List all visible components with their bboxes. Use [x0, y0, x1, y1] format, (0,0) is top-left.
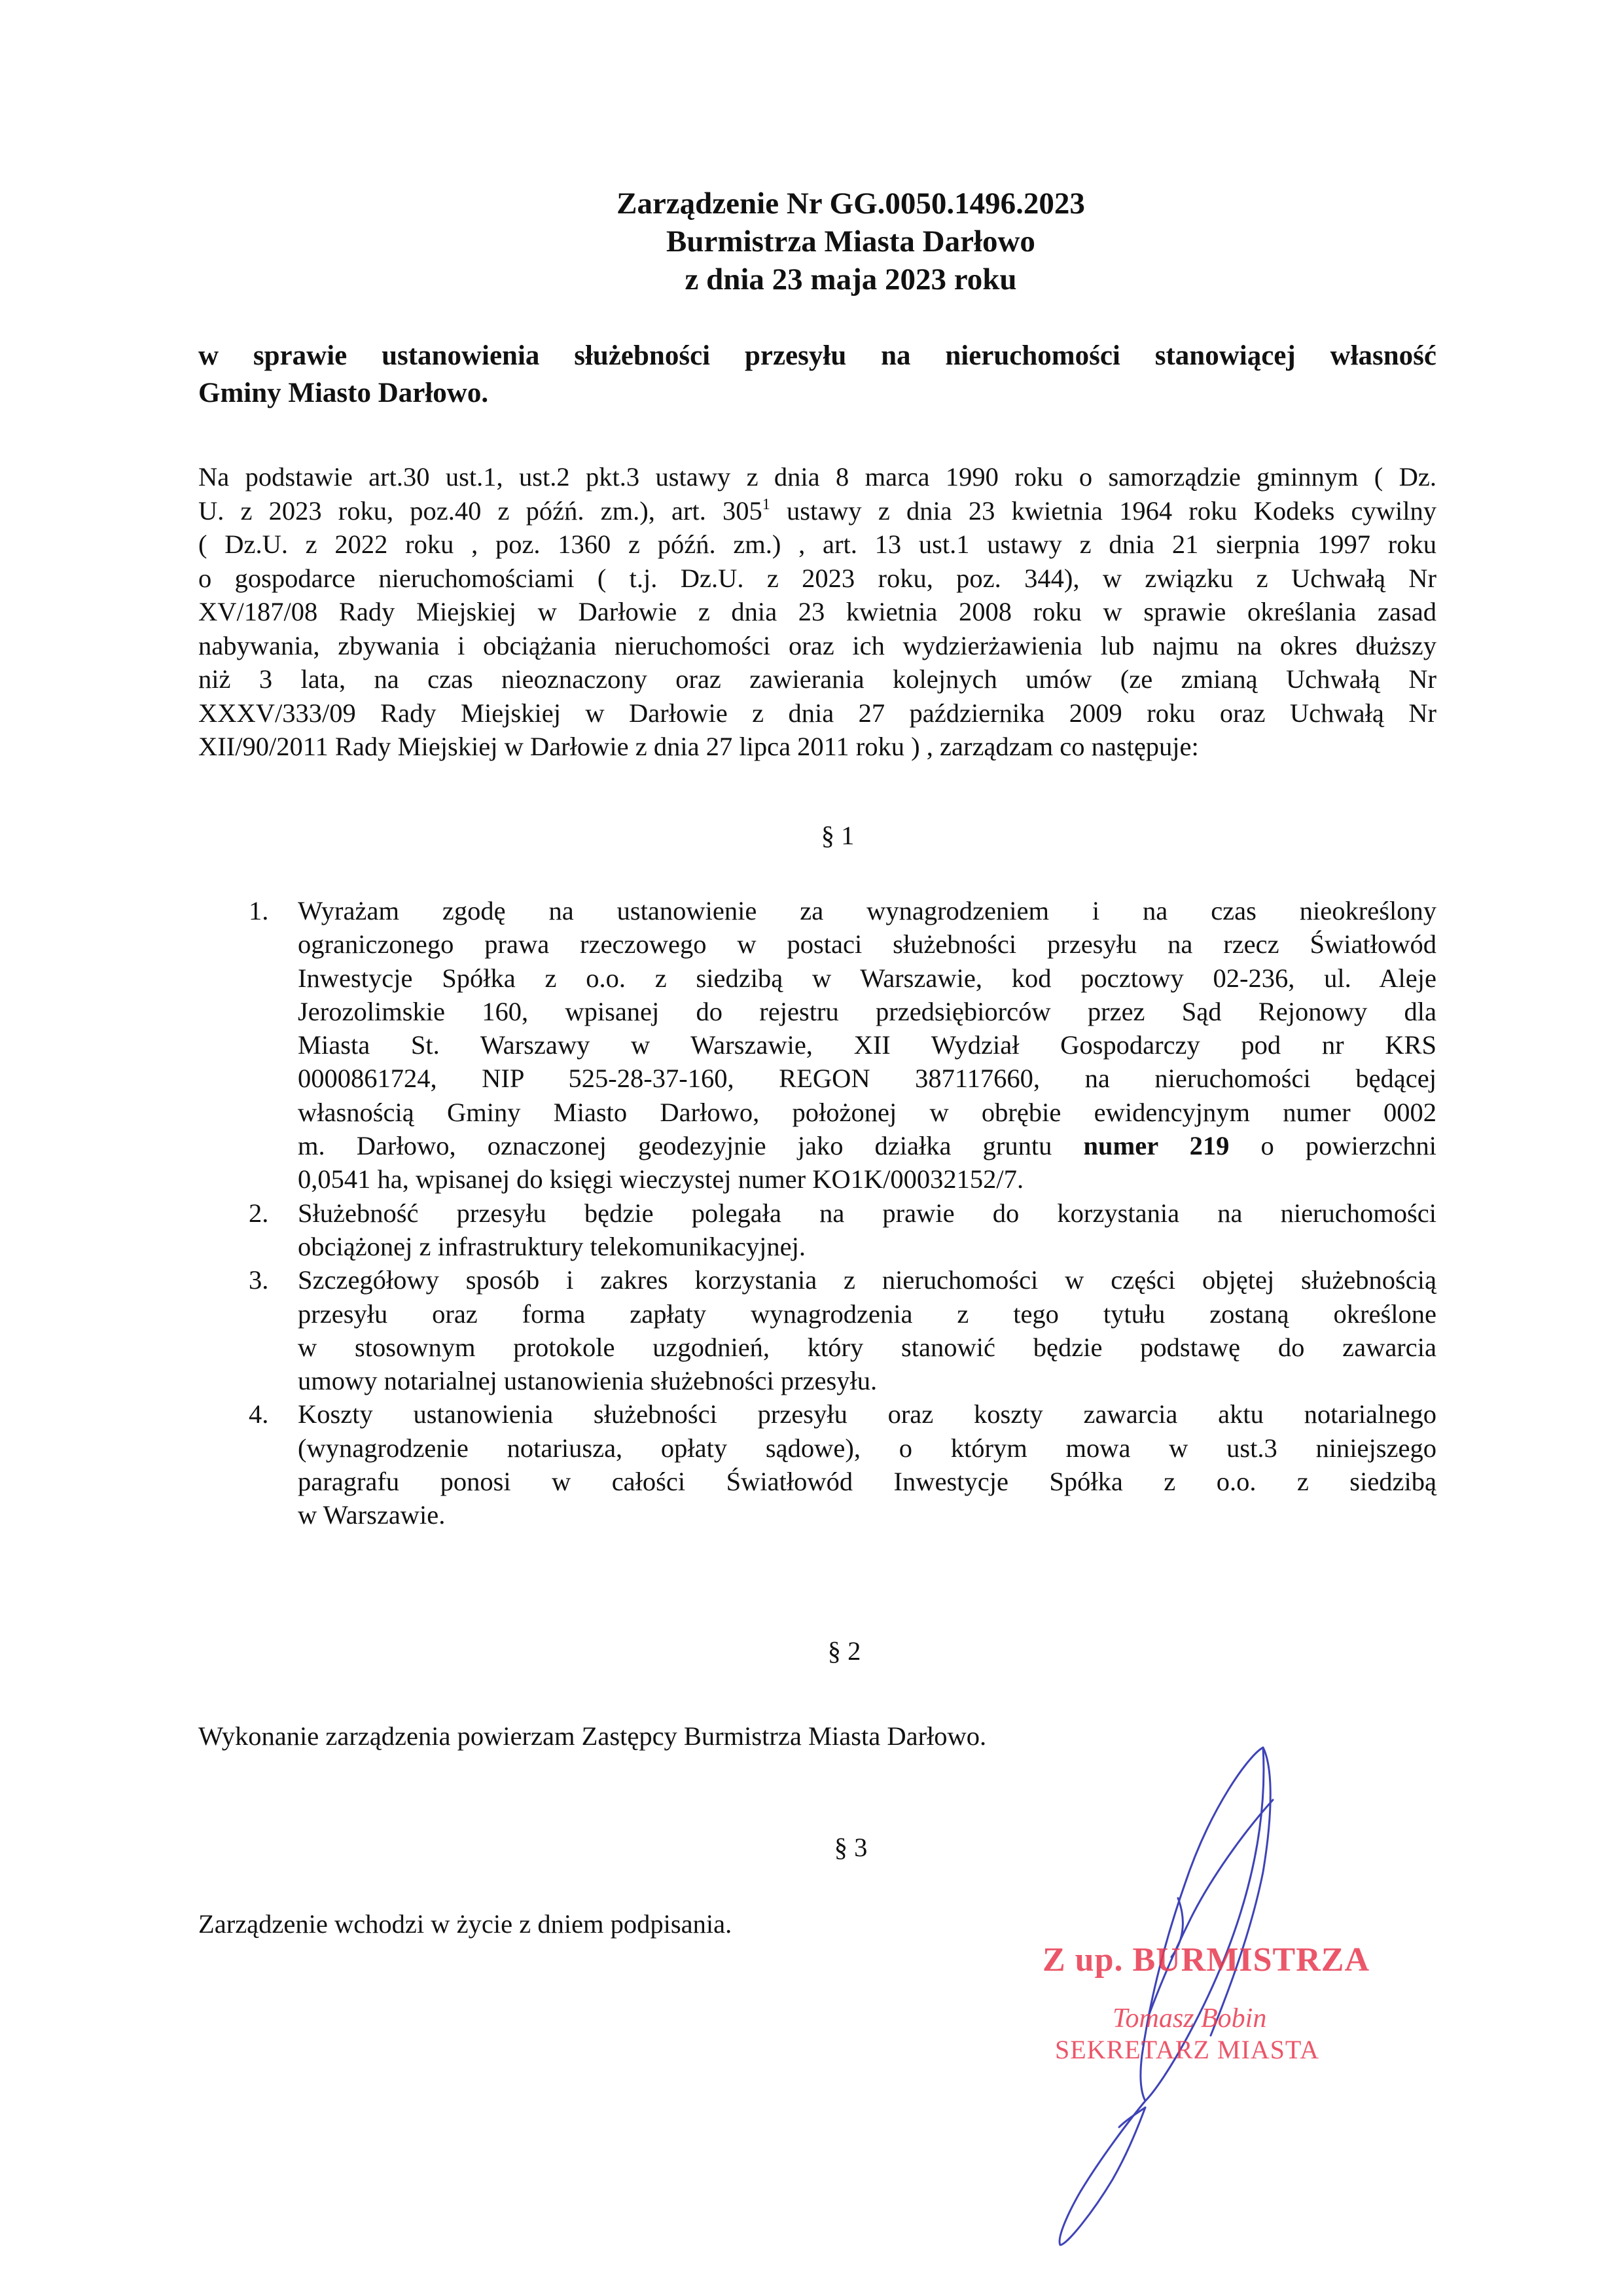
text-line: 0000861724, NIP 525-28-37-160, REGON 387117660, na nieruchomości będącej — [298, 1064, 1436, 1094]
subject-line-1: w sprawie ustanowienia służebności przesyłu na nieruchomości stanowiącej własność — [198, 340, 1436, 371]
text-line: U. z 2023 roku, poz.40 z późń. zm.), art. $305^1$ ustawy z dnia 23 kwietnia 1964 roku Kodeks cywilny — [198, 495, 1436, 526]
stamp-authorization: Z up. BURMISTRZA — [1043, 1941, 1370, 1979]
text-line: Wyrażam zgodę na ustanowienie za wynagrodzeniem i na czas nieokreślony — [298, 896, 1436, 925]
text-line: przesyłu oraz forma zapłaty wynagrodzenia z tego tytułu zostaną określone — [298, 1299, 1436, 1329]
text-line: m. Darłowo, oznaczonej geodezyjnie jako działka gruntu numer 219 o powierzchni — [298, 1131, 1436, 1161]
text-line: umowy notarialnej ustanowienia służebności przesyłu. — [298, 1366, 878, 1396]
list-item-number: 3. — [249, 1265, 269, 1295]
text-line: o gospodarce nieruchomościami ( t.j. Dz.U. z 2023 roku, poz. 344), w związku z Uchwałą Nr — [198, 563, 1436, 593]
section-1-mark: § 1 — [821, 821, 855, 850]
legal-basis-paragraph — [198, 460, 1436, 764]
bold-emphasis: numer 219 — [1083, 1131, 1230, 1161]
text-line: Na podstawie art.30 ust.1, ust.2 pkt.3 ustawy z dnia 8 marca 1990 roku o samorządzie gminnym ( Dz. — [198, 462, 1436, 492]
stamp-signer-name: Tomasz Bobin — [1113, 2003, 1267, 2034]
text-line: Miasta St. Warszawy w Warszawie, XII Wydział Gospodarczy pod nr KRS — [298, 1030, 1436, 1060]
list-item-number: 4. — [249, 1399, 269, 1429]
list-item-text — [298, 1263, 1436, 1397]
list-item-text — [298, 894, 1436, 1196]
section-3-text: Zarządzenie wchodzi w życie z dniem podpisania. — [198, 1909, 732, 1939]
text-line: 0,0541 ha, wpisanej do księgi wieczystej numer KO1K/00032152/7. — [298, 1164, 1024, 1194]
text-line: XV/187/08 Rady Miejskiej w Darłowie z dnia 23 kwietnia 2008 roku w sprawie określania zasad — [198, 597, 1436, 626]
text-line: w Warszawie. — [298, 1500, 446, 1530]
text-line: obciążonej z infrastruktury telekomunikacyjnej. — [298, 1231, 806, 1261]
stamp-signer-title: SEKRETARZ MIASTA — [1055, 2035, 1320, 2064]
list-item — [249, 1397, 1436, 1532]
section-2-text: Wykonanie zarządzenia powierzam Zastępcy Burmistrza Miasta Darłowo. — [198, 1721, 987, 1751]
text-line: Jerozolimskie 160, wpisanej do rejestru przedsiębiorców przez Sąd Rejonowy dla — [298, 996, 1436, 1026]
subject-line-2: Gminy Miasto Darłowo. — [198, 378, 489, 408]
section-1-list — [249, 894, 1436, 1532]
list-item — [249, 1196, 1436, 1264]
text-line: (wynagrodzenie notariusza, opłaty sądowe), o którym mowa w ust.3 niniejszego — [298, 1433, 1436, 1463]
list-item-text — [298, 1196, 1436, 1264]
text-line: XXXV/333/09 Rady Miejskiej w Darłowie z dnia 27 października 2009 roku oraz Uchwałą Nr — [198, 698, 1436, 728]
text-line: w stosownym protokole uzgodnień, który stanowić będzie podstawę do zawarcia — [298, 1332, 1436, 1362]
list-item — [249, 1263, 1436, 1397]
text-line: ( Dz.U. z 2022 roku , poz. 1360 z późń. zm.) , art. 13 ust.1 ustawy z dnia 21 sierpnia 1997 roku — [198, 529, 1436, 559]
text-line: własnością Gminy Miasto Darłowo, położonej w obrębie ewidencyjnym numer 0002 — [298, 1097, 1436, 1127]
superscript: 1 — [762, 495, 770, 513]
document-title — [0, 185, 1623, 298]
text-line: Służebność przesyłu będzie polegała na prawie do korzystania na nieruchomości — [298, 1198, 1436, 1228]
title-line-number: Zarządzenie Nr GG.0050.1496.2023 — [616, 187, 1085, 221]
title-line-issuer: Burmistrza Miasta Darłowo — [666, 224, 1035, 259]
title-line-date: z dnia 23 maja 2023 roku — [685, 262, 1017, 296]
list-item-text — [298, 1397, 1436, 1532]
text-line: niż 3 lata, na czas nieoznaczony oraz zawierania kolejnych umów (ze zmianą Uchwałą Nr — [198, 664, 1436, 694]
section-2-mark: § 2 — [827, 1636, 861, 1666]
text-line: XII/90/2011 Rady Miejskiej w Darłowie z dnia 27 lipca 2011 roku ) , zarządzam co następuje: — [198, 732, 1199, 761]
text-line: Inwestycje Spółka z o.o. z siedzibą w Warszawie, kod pocztowy 02-236, ul. Aleje — [298, 963, 1436, 993]
text-line: Szczegółowy sposób i zakres korzystania z nieruchomości w części objętej służebnością — [298, 1265, 1436, 1295]
section-3-mark: § 3 — [834, 1833, 868, 1862]
text-line: ograniczonego prawa rzeczowego w postaci służebności przesyłu na rzecz Światłowód — [298, 929, 1436, 960]
list-item-number: 1. — [249, 896, 269, 925]
text-line: paragrafu ponosi w całości Światłowód Inwestycje Spółka z o.o. z siedzibą — [298, 1467, 1436, 1497]
text-line: nabywania, zbywania i obciążania nieruchomości oraz ich wydzierżawienia lub najmu na okres dłuższy — [198, 630, 1436, 660]
document-subject — [198, 337, 1436, 412]
list-item-number: 2. — [249, 1198, 269, 1228]
list-item — [249, 894, 1436, 1196]
text-line: Koszty ustanowienia służebności przesyłu oraz koszty zawarcia aktu notarialnego — [298, 1399, 1436, 1429]
